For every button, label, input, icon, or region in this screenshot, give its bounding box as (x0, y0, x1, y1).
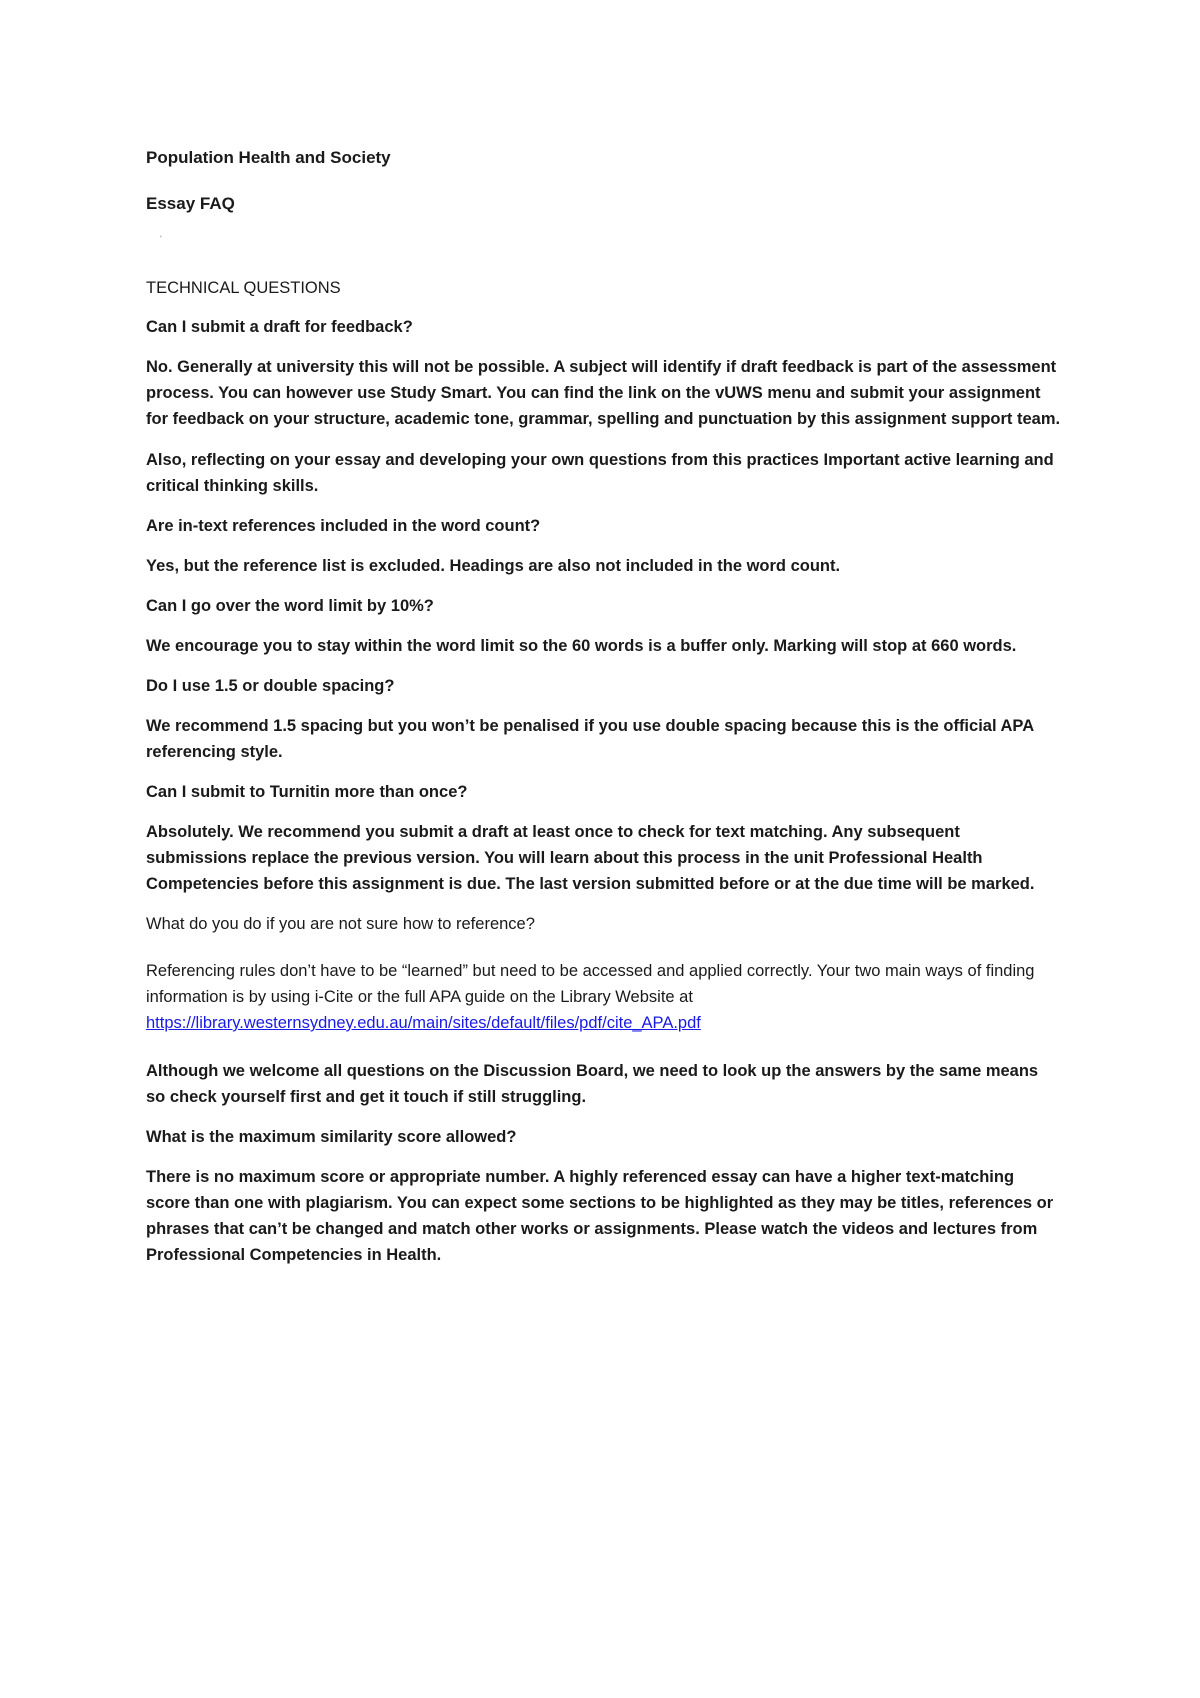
faq-question-referencing: What do you do if you are not sure how to reference? (146, 915, 535, 933)
faq-question-similarity: What is the maximum similarity score allowed? (146, 1128, 517, 1146)
faq-answer-draft-feedback: No. Generally at university this will not be possible. A subject will identify if draft feedback is part of the assessment process. You can however use Study Smart. You can find the link on the vUWS menu and submit your assignment for feedback on your structure, academic tone, grammar, spelling and punctuation by this assignment support team. (146, 358, 1061, 428)
faq-answer-referencing-text: Referencing rules don’t have to be “learned” but need to be accessed and applied correctly. Your two main ways of finding information is by using i-Cite or the full APA guide on the Library Website at (146, 962, 1035, 1006)
apa-guide-link[interactable]: https://library.westernsydney.edu.au/main/sites/default/files/pdf/cite_APA.pdf (146, 1014, 701, 1032)
faq-question-spacing: Do I use 1.5 or double spacing? (146, 677, 395, 695)
faq-answer-similarity: There is no maximum score or appropriate number. A highly referenced essay can have a higher text-matching score than one with plagiarism. You can expect some sections to be highlighted as they may be titles, references or phrases that can’t be changed and match other works or assignments. Please watch the videos and lectures from Professional Competencies in Health. (146, 1168, 1054, 1264)
faq-question-word-count: Are in-text references included in the word count? (146, 517, 541, 535)
faq-answer-spacing: We recommend 1.5 spacing but you won’t be penalised if you use double spacing because this is the official APA referencing style. (146, 717, 1034, 761)
section-heading: TECHNICAL QUESTIONS (146, 279, 341, 297)
faq-answer-draft-feedback-reflection: Also, reflecting on your essay and developing your own questions from this practices Important active learning and critical thinking skills. (146, 451, 1054, 495)
stray-mark: ' (160, 234, 162, 244)
faq-answer-turnitin: Absolutely. We recommend you submit a draft at least once to check for text matching. Any subsequent submissions replace the previous version. You will learn about this process in the unit Professional Health Competencies before this assignment is due. The last version submitted before or at the due time will be marked. (146, 823, 1035, 893)
document-subtitle: Essay FAQ (146, 194, 235, 213)
faq-question-turnitin: Can I submit to Turnitin more than once? (146, 783, 468, 801)
faq-answer-referencing (146, 958, 1061, 1036)
faq-answer-referencing-discussion: Although we welcome all questions on the Discussion Board, we need to look up the answers by the same means so check yourself first and get it touch if still struggling. (146, 1062, 1039, 1106)
faq-answer-word-count: Yes, but the reference list is excluded. Headings are also not included in the word count. (146, 557, 841, 575)
document-page (146, 146, 1061, 1268)
faq-question-draft-feedback: Can I submit a draft for feedback? (146, 318, 413, 336)
document-title: Population Health and Society (146, 148, 391, 167)
faq-question-word-limit: Can I go over the word limit by 10%? (146, 597, 434, 615)
faq-answer-word-limit: We encourage you to stay within the word limit so the 60 words is a buffer only. Marking will stop at 660 words. (146, 637, 1017, 655)
